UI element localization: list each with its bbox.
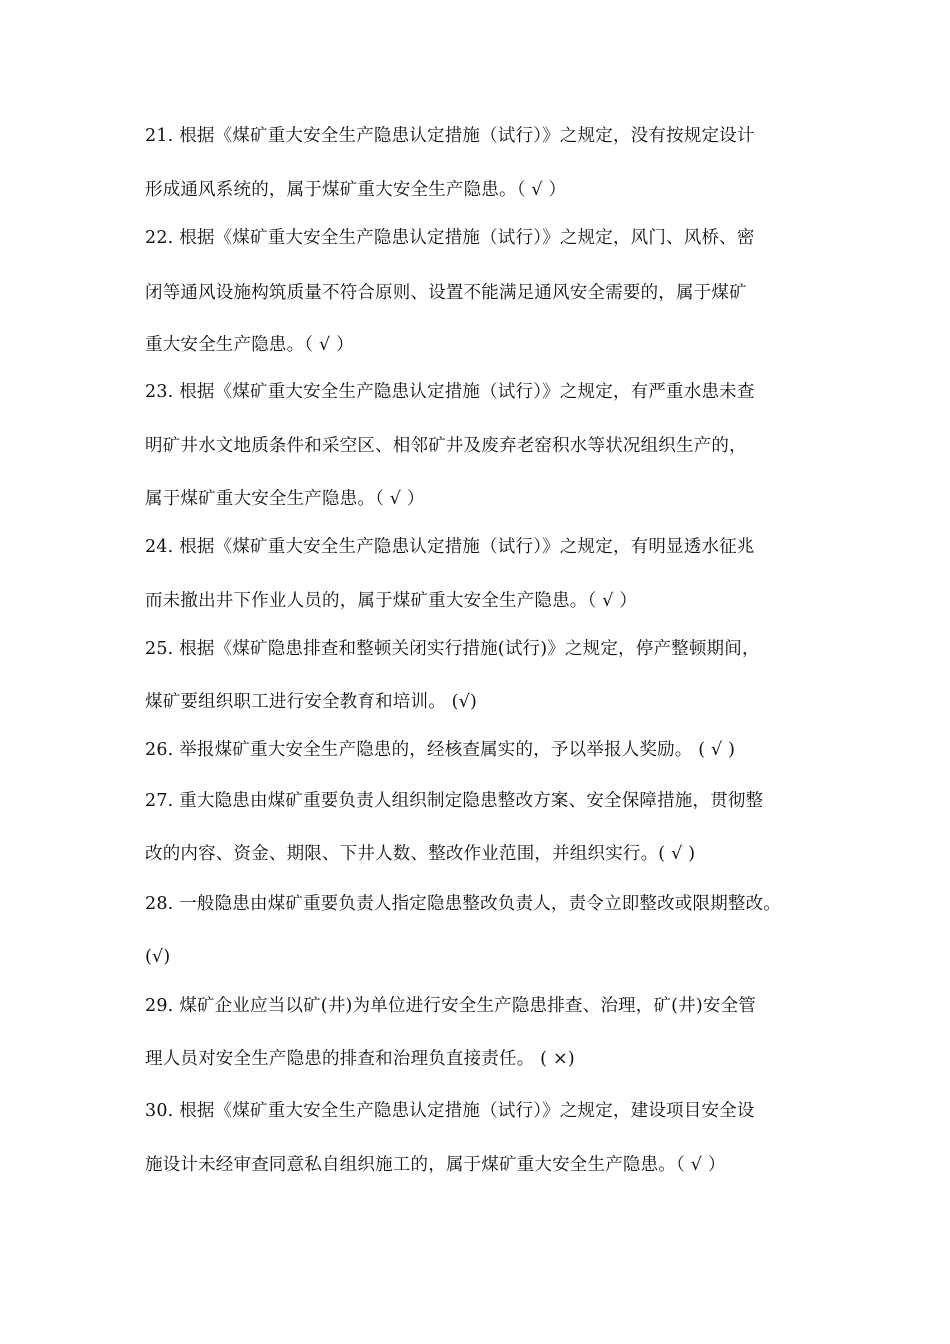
q28-line-1: 28. 一般隐患由煤矿重要负责人指定隐患整改负责人，责令立即整改或限期整改。 — [145, 894, 781, 914]
q26-line-1: 26. 举报煤矿重大安全生产隐患的，经核查属实的，予以举报人奖励。 ( √ ) — [145, 740, 736, 760]
q24-line-2: 而未撤出井下作业人员的，属于煤矿重大安全生产隐患。（ √ ） — [145, 591, 638, 611]
q22-line-3: 重大安全生产隐患。（ √ ） — [145, 335, 354, 355]
q29-line-2: 理人员对安全生产隐患的排查和治理负直接责任。 ( ×) — [145, 1049, 575, 1069]
q21-line-2: 形成通风系统的，属于煤矿重大安全生产隐患。（ √ ） — [145, 180, 567, 200]
q22-line-2: 闭等通风设施构筑质量不符合原则、设置不能满足通风安全需要的，属于煤矿 — [145, 283, 747, 303]
q28-line-2: (√) — [145, 947, 171, 967]
q27-line-2: 改的内容、资金、期限、下井人数、整改作业范围，并组织实行。( √ ) — [145, 844, 696, 864]
q24-line-1: 24. 根据《煤矿重大安全生产隐患认定措施（试行）》之规定，有明显透水征兆 — [145, 537, 755, 557]
q30-line-2: 施设计未经审查同意私自组织施工的，属于煤矿重大安全生产隐患。（ √ ） — [145, 1155, 726, 1175]
q25-line-1: 25. 根据《煤矿隐患排查和整顿关闭实行措施(试行)》之规定，停产整顿期间， — [145, 639, 760, 659]
q23-line-3: 属于煤矿重大安全生产隐患。（ √ ） — [145, 489, 425, 509]
q22-line-1: 22. 根据《煤矿重大安全生产隐患认定措施（试行）》之规定，风门、风桥、密 — [145, 228, 755, 248]
q27-line-1: 27. 重大隐患由煤矿重要负责人组织制定隐患整改方案、安全保障措施，贯彻整 — [145, 791, 764, 811]
q21-line-1: 21. 根据《煤矿重大安全生产隐患认定措施（试行）》之规定，没有按规定设计 — [145, 126, 755, 146]
q25-line-2: 煤矿要组织职工进行安全教育和培训。 (√) — [145, 692, 478, 712]
q29-line-1: 29. 煤矿企业应当以矿(井)为单位进行安全生产隐患排查、治理，矿(井)安全管 — [145, 996, 757, 1016]
q23-line-2: 明矿井水文地质条件和采空区、相邻矿井及废弃老窑积水等状况组织生产的， — [145, 436, 747, 456]
q23-line-1: 23. 根据《煤矿重大安全生产隐患认定措施（试行）》之规定，有严重水患未查 — [145, 382, 755, 402]
q30-line-1: 30. 根据《煤矿重大安全生产隐患认定措施（试行）》之规定，建设项目安全设 — [145, 1101, 755, 1121]
